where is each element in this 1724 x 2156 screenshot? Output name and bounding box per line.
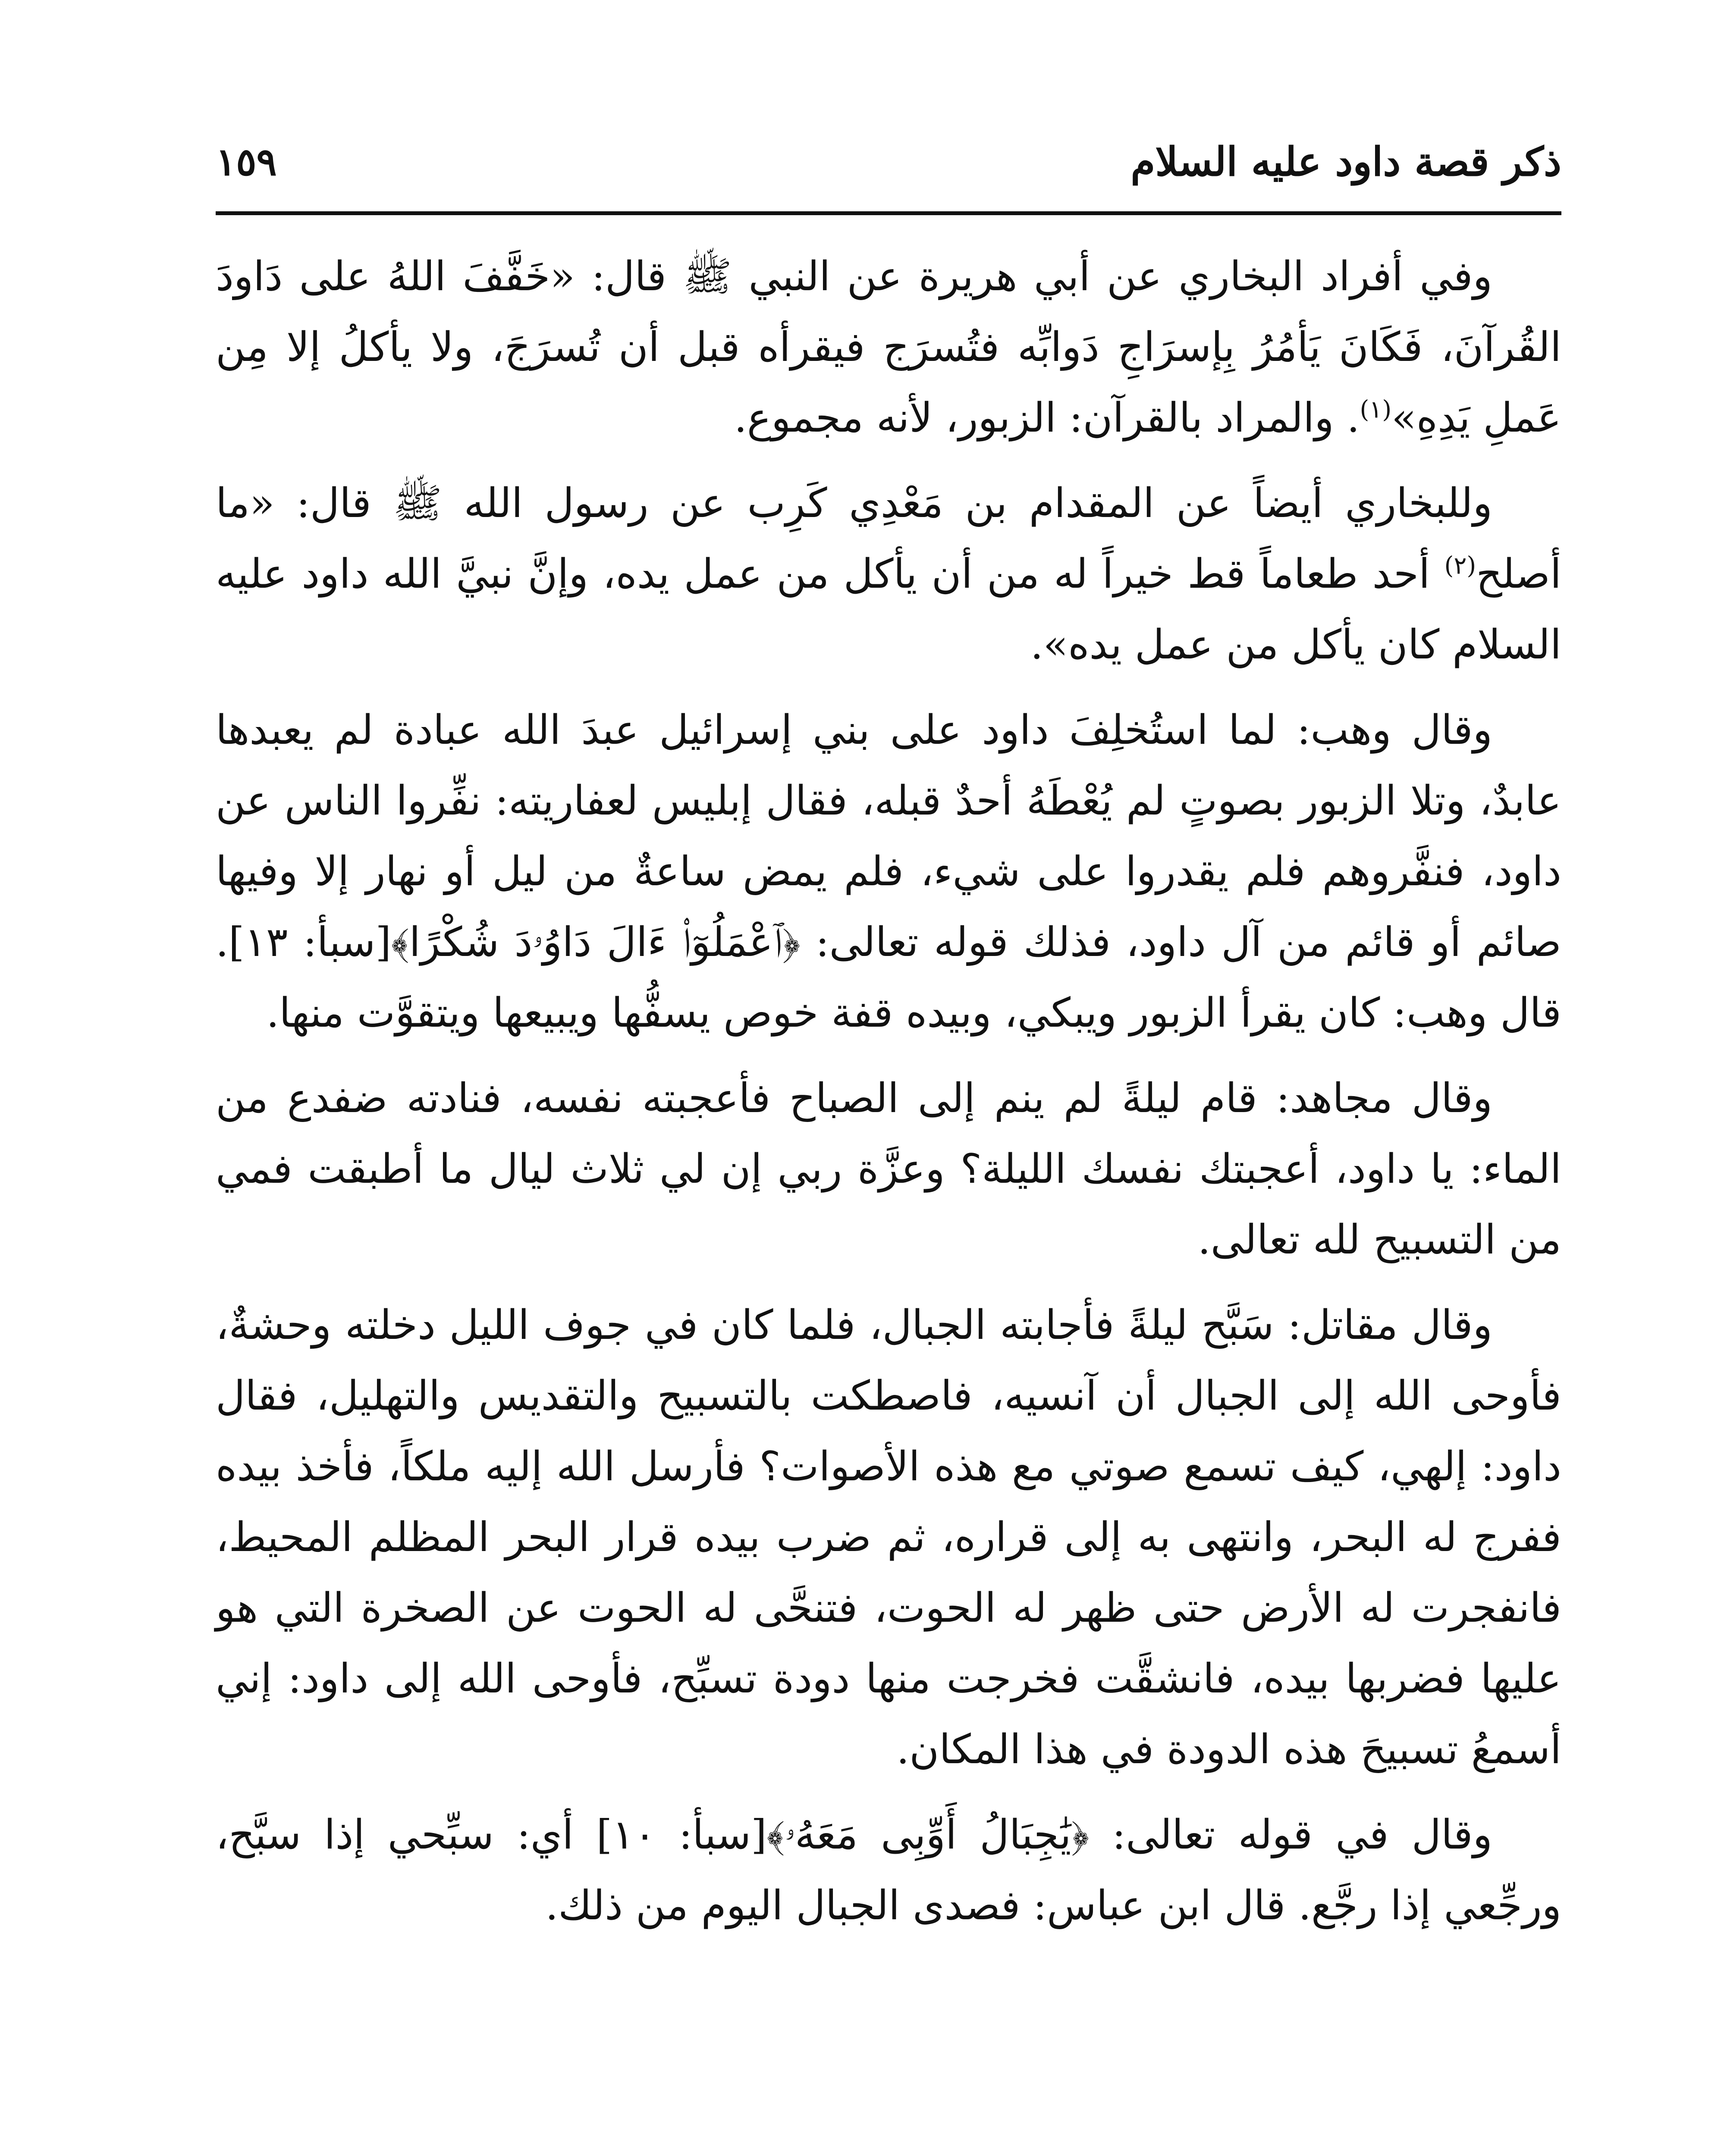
running-header xyxy=(216,129,1561,203)
footnote-ref-2: (٢) xyxy=(1444,552,1476,580)
chapter-title: ذكر قصة داود عليه السلام xyxy=(1130,138,1561,185)
page-number: ١٥٩ xyxy=(216,139,277,184)
paragraph-2: وللبخاري أيضاً عن المقدام بن مَعْدِي كَرِب عن رسول الله ﷺ قال: «ما أصلح$^{(٢)}$ أحد طعاماً قط خيراً له من أن يأكل من عمل يده، وإنَّ نبيَّ الله داود عليه السلام كان يأكل من عمل يده». xyxy=(216,480,1561,668)
paragraph-1: وفي أفراد البخاري عن أبي هريرة عن النبي ﷺ قال: «خَفَّفَ اللهُ على دَاودَ القُرآنَ، فَكَانَ يَأمُرُ بِإسرَاجِ دَوابِّه فتُسرَج فيقرأه قبل أن تُسرَجَ، ولا يأكلُ إلا مِن عَملِ يَدِهِ»$^{(١)}$. والمراد بالقرآن: الزبور، لأنه مجموع. xyxy=(216,253,1561,442)
paragraph-6: وقال في قوله تعالى: ﴿يَٰجِبَالُ أَوِّبِى مَعَهُۥ﴾[سبأ: ١٠] أي: سبِّحي إذا سبَّح، ورجِّعي إذا رجَّع. قال ابن عباس: فصدى الجبال اليوم من ذلك. xyxy=(216,1811,1561,1929)
paragraph-3: وقال وهب: لما استُخلِفَ داود على بني إسرائيل عبدَ الله عبادة لم يعبدها عابدٌ، وتلا الزبور بصوتٍ لم يُعْطَهُ أحدٌ قبله، فقال إبليس لعفاريته: نفِّروا الناس عن داود، فنفَّروهم فلم يقدروا على شيء، فلم يمض ساعةٌ من ليل أو نهار إلا وفيها صائم أو قائم من آل داود، فذلك قوله تعالى: ﴿ٱعْمَلُوٓا۟ ءَالَ دَاوُۥدَ شُكْرًا﴾[سبأ: ١٣]. قال وهب: كان يقرأ الزبور ويبكي، وبيده قفة خوص يسفُّها ويبيعها ويتقوَّت منها. xyxy=(216,707,1561,1037)
paragraph-5: وقال مقاتل: سَبَّح ليلةً فأجابته الجبال، فلما كان في جوف الليل دخلته وحشةٌ، فأوحى الله إلى الجبال أن آنسيه، فاصطكت بالتسبيح والتقديس والتهليل، فقال داود: إلهي، كيف تسمع صوتي مع هذه الأصوات؟ فأرسل الله إليه ملكاً، فأخذ بيده ففرج له البحر، وانتهى به إلى قراره، ثم ضرب بيده قرار البحر المظلم المحيط، فانفجرت له الأرض حتى ظهر له الحوت، فتنحَّى له الحوت عن الصخرة التي هو عليها فضربها بيده، فانشقَّت فخرجت منها دودة تسبِّح، فأوحى الله إلى داود: إني أسمعُ تسبيحَ هذه الدودة في هذا المكان. xyxy=(216,1302,1561,1773)
paragraph-4: وقال مجاهد: قام ليلةً لم ينم إلى الصباح فأعجبته نفسه، فنادته ضفدع من الماء: يا داود، أعجبتك نفسك الليلة؟ وعزَّة ربي إن لي ثلاث ليال ما أطبقت فمي من التسبيح لله تعالى. xyxy=(216,1075,1561,1263)
main-text xyxy=(216,241,1561,1956)
footnote-ref-1: (١) xyxy=(1360,395,1392,424)
header-rule xyxy=(216,211,1561,215)
